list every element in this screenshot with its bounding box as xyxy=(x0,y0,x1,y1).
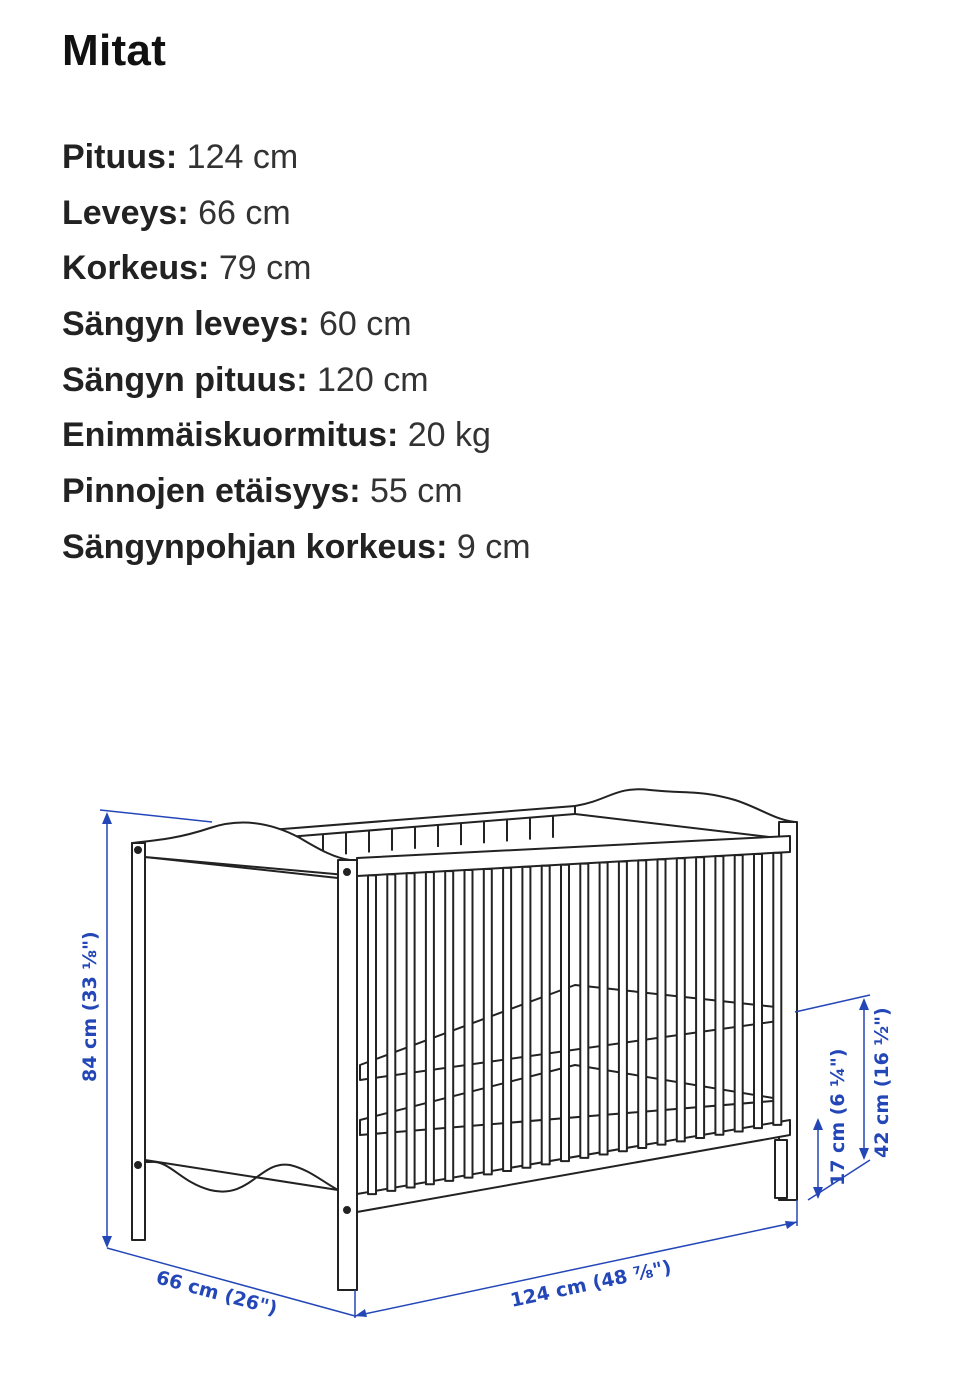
spec-label: Sängynpohjan korkeus: xyxy=(62,527,448,566)
spec-value: 55 cm xyxy=(370,472,463,511)
spec-label: Enimmäiskuormitus: xyxy=(62,416,399,455)
front-top-rail xyxy=(357,836,790,876)
page-title: Mitat xyxy=(62,26,167,75)
front-slat xyxy=(600,863,608,1155)
front-slat xyxy=(773,853,781,1125)
front-slat xyxy=(658,859,666,1144)
front-slat xyxy=(484,869,492,1174)
front-slat xyxy=(387,874,395,1191)
height-dimension-label: 84 cm (33 ⅛") xyxy=(79,931,101,1082)
front-slat xyxy=(735,855,743,1131)
spec-value: 124 cm xyxy=(186,138,299,176)
front-slat xyxy=(696,857,704,1138)
spec-value: 20 kg xyxy=(407,416,491,455)
spec-label: Pinnojen etäisyys: xyxy=(62,472,361,511)
width-dimension-label: 66 cm (26") xyxy=(153,1266,280,1321)
right-leg xyxy=(775,1140,787,1198)
spec-label: Sängyn pituus: xyxy=(62,360,308,399)
base-low-dimension-label: 17 cm (6 ¼") xyxy=(827,1048,849,1186)
front-slat xyxy=(407,873,415,1187)
length-dimension-label: 124 cm (48 ⅞") xyxy=(508,1256,674,1312)
right-headboard xyxy=(575,789,795,840)
spec-label: Pituus: xyxy=(62,138,178,176)
spec-value: 120 cm xyxy=(317,360,429,399)
left-headboard-panel xyxy=(145,857,338,1192)
front-bottom-rail xyxy=(357,1120,790,1212)
front-slat xyxy=(638,860,646,1148)
front-slat xyxy=(715,856,723,1135)
front-slat xyxy=(445,871,453,1181)
spec-value: 60 cm xyxy=(319,305,412,344)
front-slat xyxy=(677,858,685,1141)
front-left-post xyxy=(338,860,357,1290)
front-slat xyxy=(580,864,588,1158)
front-slat xyxy=(465,870,473,1178)
spec-label: Korkeus: xyxy=(62,249,210,288)
front-slat xyxy=(368,875,376,1194)
front-slat xyxy=(522,867,530,1168)
front-slat xyxy=(426,872,434,1184)
front-slat xyxy=(619,861,627,1151)
front-slat xyxy=(754,854,762,1128)
front-slat xyxy=(561,865,569,1161)
base-high-dimension-label: 42 cm (16 ½") xyxy=(871,1007,893,1158)
spec-label: Sängyn leveys: xyxy=(62,305,310,344)
front-slat xyxy=(542,866,550,1165)
front-slat xyxy=(503,868,511,1171)
spec-value: 79 cm xyxy=(218,249,312,288)
spec-value: 66 cm xyxy=(198,193,291,232)
left-back-post xyxy=(132,843,145,1240)
spec-value: 9 cm xyxy=(456,527,531,566)
spec-label: Leveys: xyxy=(62,193,189,232)
